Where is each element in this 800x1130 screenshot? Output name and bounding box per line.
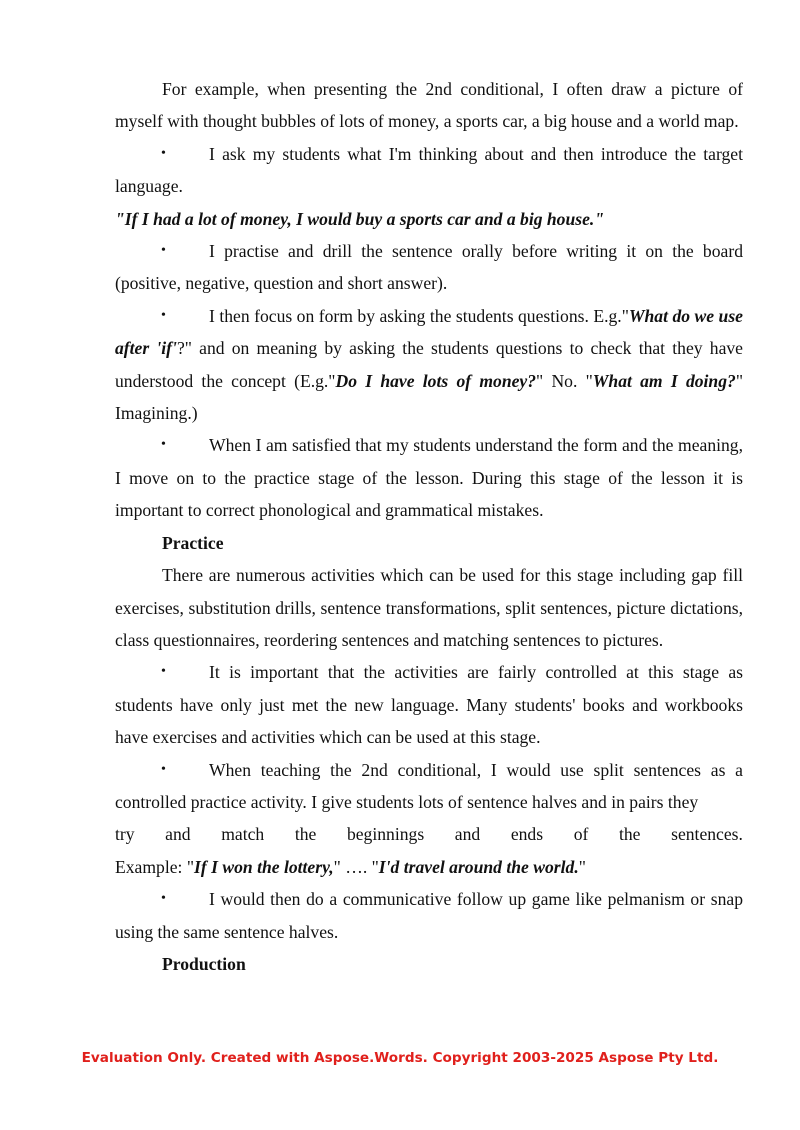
word: and xyxy=(165,824,191,845)
bullet-text: When teaching the 2nd conditional, I would use split sentences as a controlled practice activity. I give students lots of sentence halves and in pairs they xyxy=(115,759,743,812)
paragraph-practice: There are numerous activities which can be used for this stage including gap fill exercises, substitution drills, sentence transformations, split sentences, picture dictations, class questionnaires, reordering sentences and matching sentences to pictures. xyxy=(115,565,743,650)
bullet-item-2 xyxy=(115,235,743,300)
word: ends xyxy=(510,824,544,845)
section-heading-production: Production xyxy=(162,953,246,974)
word: beginnings xyxy=(346,824,425,845)
bullet-icon: • xyxy=(161,891,166,907)
bullet-icon: • xyxy=(161,437,166,453)
emphasis-text: Do I have lots of money? xyxy=(335,370,537,391)
bullet-icon: • xyxy=(161,307,166,323)
emphasis-text: I'd travel around the world. xyxy=(378,856,579,877)
bullet-icon: • xyxy=(161,761,166,777)
bullet-icon: • xyxy=(161,243,166,259)
bullet-text: I ask my students what I'm thinking about and then introduce the target language. xyxy=(115,143,743,197)
evaluation-watermark: Evaluation Only. Created with Aspose.Words. Copyright 2003-2025 Aspose Pty Ltd. xyxy=(81,1050,719,1066)
emphasis-text: What am I doing? xyxy=(592,370,736,391)
example-sentence: "If I had a lot of money, I would buy a sports car and a big house." xyxy=(115,208,605,229)
bullet-text: When I am satisfied that my students understand the form and the meaning, I move on to the practice stage of the lesson. During this stage of the lesson it is important to correct phonological and grammatical mistakes. xyxy=(115,435,743,521)
bullet-item-3 xyxy=(115,300,743,430)
bullet-item-6 xyxy=(115,754,743,884)
document-page xyxy=(115,73,743,980)
paragraph-intro: For example, when presenting the 2nd conditional, I often draw a picture of myself with thought bubbles of lots of money, a sports car, a big house and a world map. xyxy=(115,79,743,132)
word: and xyxy=(454,824,481,845)
bullet-text: " xyxy=(578,856,586,877)
bullet-text: " No. " xyxy=(536,370,593,391)
justified-line xyxy=(115,818,743,850)
bullet-text: I then focus on form by asking the students questions. E.g." xyxy=(209,305,629,326)
bullet-text: It is important that the activities are fairly controlled at this stage as students have only just met the new language. Many students' books and workbooks have exercises and activities which can be used at this stage. xyxy=(115,662,743,748)
word: try xyxy=(115,824,135,845)
bullet-item-5 xyxy=(115,656,743,753)
bullet-text: I would then do a communicative follow up game like pelmanism or snap using the same sentence halves. xyxy=(115,889,743,942)
bullet-text: Example: " xyxy=(115,856,195,877)
bullet-text: ?" and on meaning by asking the students questions to check that they have understood the concept (E.g." xyxy=(115,338,743,391)
bullet-item-4 xyxy=(115,429,743,526)
word: the xyxy=(618,824,641,845)
emphasis-text: What do we use after 'if' xyxy=(115,305,743,359)
word: the xyxy=(294,824,317,845)
bullet-item-7 xyxy=(115,883,743,948)
emphasis-text: If I won the lottery, xyxy=(194,856,334,877)
bullet-icon: • xyxy=(161,145,166,161)
example-line xyxy=(115,851,743,883)
word: match xyxy=(221,824,265,845)
word: of xyxy=(573,824,589,845)
bullet-text: I practise and drill the sentence orally before writing it on the board (positive, negative, question and short answer). xyxy=(115,241,743,294)
bullet-item-6-start xyxy=(115,754,743,819)
bullet-text: " Imagining.) xyxy=(115,370,743,424)
section-heading-practice: Practice xyxy=(162,532,224,553)
bullet-text: " …. " xyxy=(333,856,379,877)
bullet-item-1 xyxy=(115,138,743,203)
bullet-icon: • xyxy=(161,664,166,680)
word: sentences. xyxy=(671,824,743,845)
